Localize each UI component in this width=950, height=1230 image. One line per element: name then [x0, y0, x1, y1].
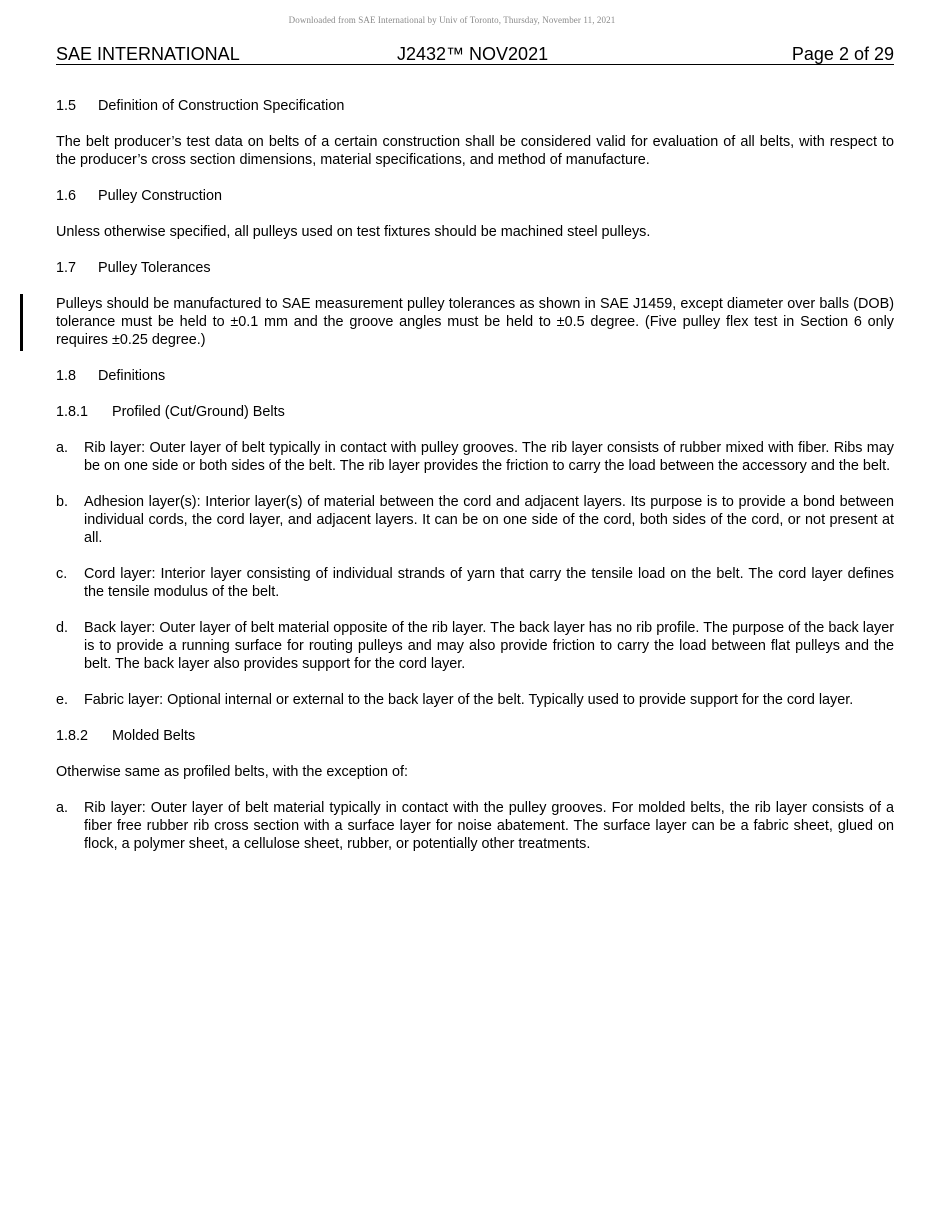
- list-item-text: Adhesion layer(s): Interior layer(s) of material between the cord and adjacent layers. Its purpose is to provide a bond between individual cords, the cord layer, and adjacent layers. It can be on one side of the cord, both sides of the cord, or not present at all.: [84, 494, 894, 546]
- list-item-text: Cord layer: Interior layer consisting of individual strands of yarn that carry the tensile load on the belt. The cord layer defines the tensile modulus of the belt.: [84, 566, 894, 600]
- list-item: [56, 619, 894, 673]
- section-number: 1.8.2: [56, 728, 89, 744]
- list-item: [56, 565, 894, 601]
- section-1-7-paragraph: Pulleys should be manufactured to SAE measurement pulley tolerances as shown in SAE J1459, except diameter over balls (DOB) tolerance must be held to ±0.1 mm and the groove angles must be held to ±0.5 degree. (Five pulley flex test in Section 6 only requires ±0.25 degree.): [56, 296, 894, 348]
- header-document-id: J2432™ NOV2021: [397, 44, 549, 64]
- section-heading-1-6: [56, 187, 894, 205]
- section-heading-1-5: [56, 97, 894, 115]
- list-marker: b.: [56, 494, 69, 510]
- list-item-text: Rib layer: Outer layer of belt material typically in contact with the pulley grooves. For molded belts, the rib layer consists of a fiber free rubber rib cross section with a surface layer for noise abatement. The surface layer can be a fabric sheet, glued on flock, a polymer sheet, a cellulose sheet, rubber, or potentially other treatments.: [84, 800, 894, 852]
- section-title: Definition of Construction Specification: [98, 98, 345, 114]
- list-item-text: Rib layer: Outer layer of belt typically in contact with pulley grooves. The rib layer consists of rubber mixed with fiber. Ribs may be on one side or both sides of the belt. The rib layer provides the friction to carry the load between the accessory and the belt.: [84, 440, 894, 474]
- section-title: Profiled (Cut/Ground) Belts: [112, 404, 285, 420]
- list-marker: c.: [56, 566, 68, 582]
- list-marker: d.: [56, 620, 69, 636]
- section-title: Pulley Tolerances: [98, 260, 211, 276]
- section-number: 1.6: [56, 188, 77, 204]
- revision-change-bar: [20, 294, 23, 351]
- section-heading-1-8-1: [56, 403, 894, 421]
- list-item: [56, 493, 894, 547]
- list-item: [56, 439, 894, 475]
- list-item-text: Back layer: Outer layer of belt material opposite of the rib layer. The back layer has no rib profile. The purpose of the back layer is to provide a running surface for routing pulleys and may also provide friction to carry the load between flat pulleys and the belt. The back layer also provides support for the cord layer.: [84, 620, 894, 672]
- section-1-6-paragraph: Unless otherwise specified, all pulleys used on test fixtures should be machined steel pulleys.: [56, 224, 651, 240]
- section-title: Pulley Construction: [98, 188, 222, 204]
- page-header: [56, 44, 894, 65]
- section-heading-1-7: [56, 259, 894, 277]
- header-page-number: Page 2 of 29: [791, 44, 894, 64]
- section-1-5-paragraph: The belt producer’s test data on belts of a certain construction shall be considered valid for evaluation of all belts, with respect to the producer’s cross section dimensions, material specifications, and method of manufacture.: [56, 134, 894, 168]
- section-title: Molded Belts: [112, 728, 196, 744]
- section-heading-1-8-2: [56, 727, 894, 745]
- section-1-8-2-paragraph: Otherwise same as profiled belts, with the exception of:: [56, 764, 408, 780]
- list-marker: a.: [56, 800, 69, 816]
- section-heading-1-8: [56, 367, 894, 385]
- list-marker: a.: [56, 440, 69, 456]
- list-item: [56, 799, 894, 853]
- section-number: 1.7: [56, 260, 77, 276]
- section-number: 1.8: [56, 368, 77, 384]
- download-watermark: Downloaded from SAE International by Univ of Toronto, Thursday, November 11, 2021: [288, 15, 616, 25]
- list-item: [56, 691, 894, 709]
- section-title: Definitions: [98, 368, 166, 384]
- list-marker: e.: [56, 692, 69, 708]
- section-number: 1.8.1: [56, 404, 89, 420]
- header-organization: SAE INTERNATIONAL: [56, 44, 240, 64]
- section-number: 1.5: [56, 98, 77, 114]
- document-body: [56, 97, 894, 871]
- list-item-text: Fabric layer: Optional internal or external to the back layer of the belt. Typically used to provide support for the cord layer.: [84, 692, 854, 708]
